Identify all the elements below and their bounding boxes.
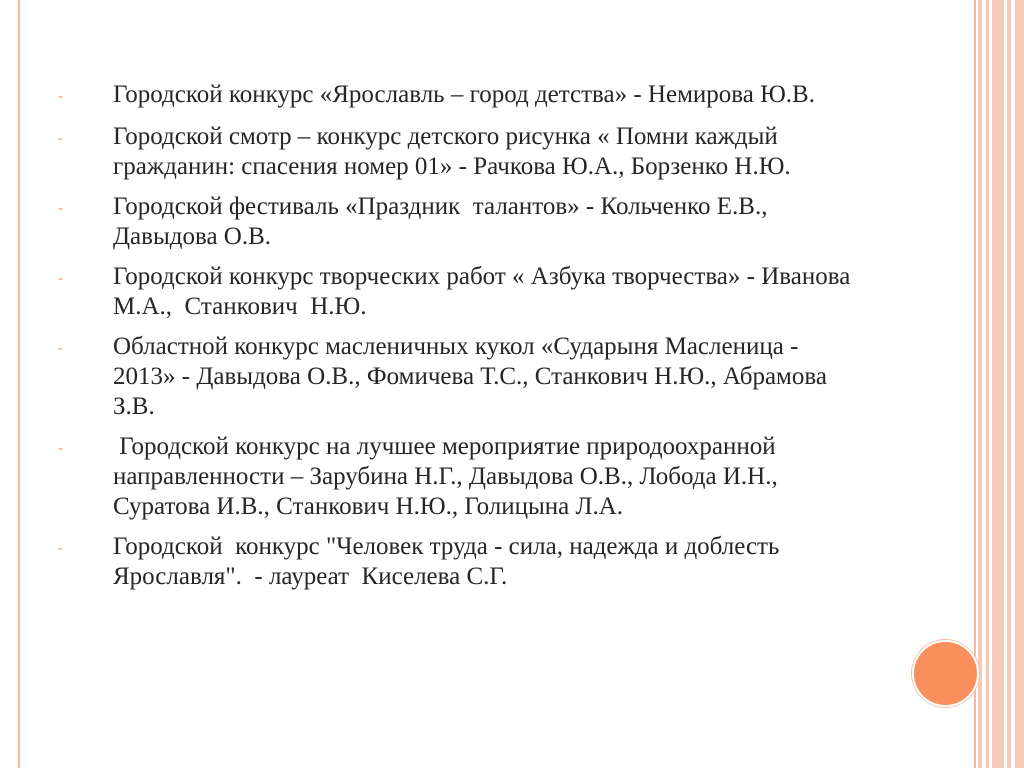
decorative-stripes: [978, 0, 1024, 768]
list-item: [58, 192, 858, 252]
bullet-dash-icon: -: [58, 541, 63, 556]
list-item: [58, 122, 858, 182]
list-item: [58, 80, 858, 112]
list-item-text: Областной конкурс масленичных кукол «Сударыня Масленица - 2013» - Давыдова О.В., Фомичева Т.С., Станкович Н.Ю., Абрамова З.В.: [113, 333, 834, 420]
list-item: [58, 332, 858, 422]
list-item-text: Городской конкурс творческих работ « Азбука творчества» - Иванова М.А., Станкович Н.Ю.: [113, 263, 863, 320]
list-item-text: Городской конкурс «Ярославль – город детства» - Немирова Ю.В.: [113, 81, 815, 108]
stripe: [986, 0, 989, 768]
bullet-dash-icon: -: [58, 341, 63, 356]
stripe: [978, 0, 982, 768]
list-item-text: Городской конкурс на лучшее мероприятие природоохранной направленности – Зарубина Н.Г., Давыдова О.В., Лобода И.Н., Суратова И.В., Станкович Н.Ю., Голицына Л.А.: [113, 433, 784, 520]
bullet-dash-icon: -: [58, 201, 63, 216]
list-item: [58, 532, 858, 592]
stripe: [1015, 0, 1024, 768]
decorative-circle-icon: [912, 640, 979, 707]
list-item-text: Городской смотр – конкурс детского рисунка « Помни каждый гражданин: спасения номер 01» - Рачкова Ю.А., Борзенко Н.Ю.: [113, 123, 791, 180]
bullet-dash-icon: -: [58, 271, 63, 286]
list-item: [58, 432, 858, 522]
list-item-text: Городской конкурс "Человек труда - сила, надежда и доблесть Ярославля". - лауреат Киселева С.Г.: [113, 533, 786, 590]
list-item: [58, 262, 863, 322]
bullet-dash-icon: -: [58, 441, 63, 456]
stripe: [992, 0, 1004, 768]
bullet-dash-icon: -: [58, 89, 63, 104]
stripe: [1007, 0, 1011, 768]
bullet-list: [58, 80, 863, 602]
list-item-text: Городской фестиваль «Праздник талантов» - Кольченко Е.В., Давыдова О.В.: [113, 193, 774, 250]
bullet-dash-icon: -: [58, 131, 63, 146]
